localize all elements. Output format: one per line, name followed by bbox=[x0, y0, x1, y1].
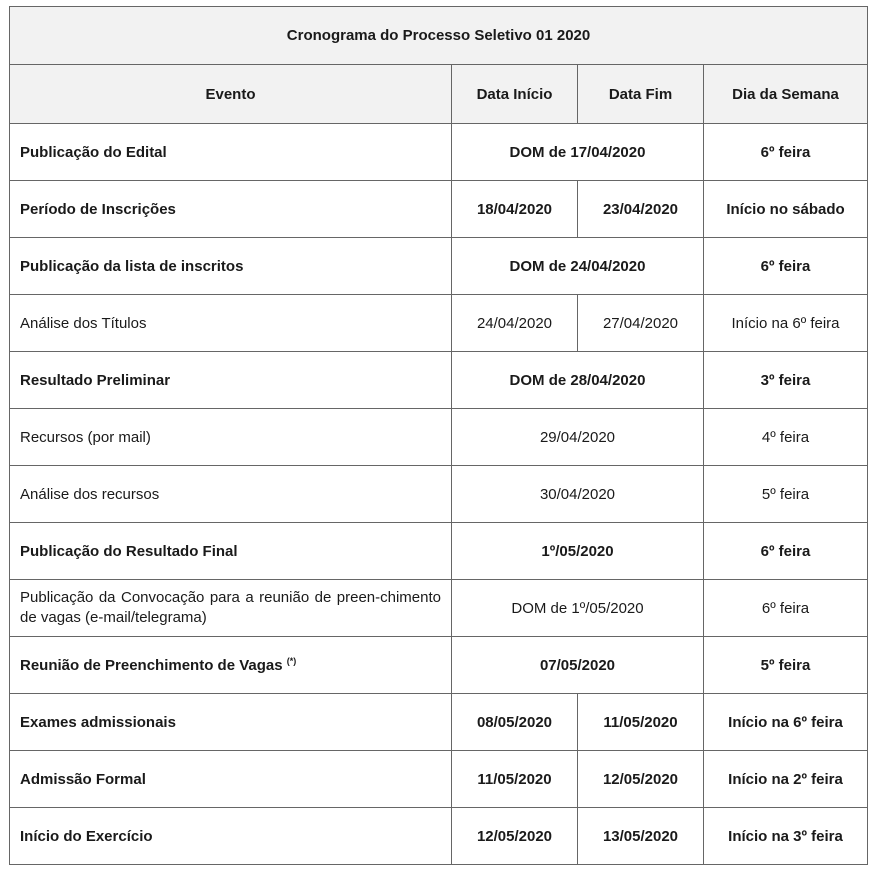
header-evento: Evento bbox=[10, 65, 452, 124]
cell-dia-semana bbox=[704, 352, 868, 409]
cell-evento-text: Recursos (por mail) bbox=[20, 428, 151, 446]
cell-data-text: 07/05/2020 bbox=[539, 656, 616, 674]
cell-evento bbox=[10, 580, 452, 637]
cell-evento-text: Admissão Formal bbox=[20, 770, 146, 788]
table-row bbox=[10, 238, 868, 295]
cell-evento bbox=[10, 466, 452, 523]
header-data-inicio: Data Início bbox=[452, 65, 578, 124]
table-row bbox=[10, 181, 868, 238]
cell-evento bbox=[10, 124, 452, 181]
cell-data-inicio bbox=[452, 181, 578, 238]
cell-dia-semana-text: Início na 6º feira bbox=[731, 314, 840, 332]
cell-dia-semana bbox=[704, 751, 868, 808]
header-data-fim: Data Fim bbox=[578, 65, 704, 124]
cell-dia-semana bbox=[704, 637, 868, 694]
cell-evento bbox=[10, 808, 452, 865]
cell-data bbox=[452, 352, 704, 409]
cell-data-text: 29/04/2020 bbox=[539, 428, 616, 446]
cell-data bbox=[452, 523, 704, 580]
cell-data-fim-text: 13/05/2020 bbox=[602, 827, 679, 845]
cell-evento-text: Publicação da lista de inscritos bbox=[20, 257, 244, 275]
cell-data bbox=[452, 466, 704, 523]
cell-dia-semana bbox=[704, 238, 868, 295]
cell-dia-semana bbox=[704, 181, 868, 238]
table-row bbox=[10, 808, 868, 865]
cell-evento-text: Publicação do Edital bbox=[20, 143, 167, 161]
cell-dia-semana bbox=[704, 808, 868, 865]
table-row bbox=[10, 352, 868, 409]
cell-data-text: DOM de 24/04/2020 bbox=[509, 257, 646, 275]
table-row bbox=[10, 694, 868, 751]
cell-data bbox=[452, 580, 704, 637]
cell-dia-semana-text: 4º feira bbox=[761, 428, 810, 446]
cell-dia-semana-text: 6º feira bbox=[761, 599, 810, 617]
cell-data-fim bbox=[578, 751, 704, 808]
cell-dia-semana-text: 3º feira bbox=[760, 371, 811, 389]
header-dia-semana: Dia da Semana bbox=[704, 65, 868, 124]
cell-dia-semana bbox=[704, 523, 868, 580]
cell-data-inicio bbox=[452, 295, 578, 352]
cell-evento-text: Período de Inscrições bbox=[20, 200, 176, 218]
cell-data-inicio-text: 12/05/2020 bbox=[476, 827, 553, 845]
cell-dia-semana-text: 5º feira bbox=[761, 485, 810, 503]
footnote-marker: (*) bbox=[286, 656, 297, 666]
cell-evento bbox=[10, 295, 452, 352]
cell-data bbox=[452, 124, 704, 181]
cell-data-fim-text: 11/05/2020 bbox=[603, 713, 678, 731]
cell-evento bbox=[10, 238, 452, 295]
cell-evento bbox=[10, 751, 452, 808]
table-row bbox=[10, 466, 868, 523]
schedule-table bbox=[9, 6, 868, 865]
cell-dia-semana bbox=[704, 409, 868, 466]
cell-evento-text: Exames admissionais bbox=[20, 713, 176, 731]
table-title: Cronograma do Processo Seletivo 01 2020 bbox=[10, 7, 868, 65]
table-row bbox=[10, 409, 868, 466]
cell-data-fim bbox=[578, 181, 704, 238]
table-row bbox=[10, 124, 868, 181]
cell-evento-text: Análise dos Títulos bbox=[20, 314, 147, 332]
title-row bbox=[10, 7, 868, 65]
cell-data bbox=[452, 238, 704, 295]
cell-evento bbox=[10, 523, 452, 580]
cell-data-inicio-text: 24/04/2020 bbox=[476, 314, 553, 332]
cell-data-text: DOM de 17/04/2020 bbox=[509, 143, 646, 161]
cell-evento-text: Resultado Preliminar bbox=[20, 371, 171, 389]
table-row bbox=[10, 751, 868, 808]
cell-evento bbox=[10, 694, 452, 751]
cell-evento-text: Reunião de Preenchimento de Vagas bbox=[20, 657, 283, 674]
cell-evento-text: Publicação da Convocação para a reunião de preen-chimento de vagas (e-mail/telegrama) bbox=[20, 589, 441, 626]
cell-dia-semana bbox=[704, 295, 868, 352]
table-row bbox=[10, 523, 868, 580]
cell-data-text: DOM de 1º/05/2020 bbox=[511, 599, 644, 617]
cell-data-fim bbox=[578, 808, 704, 865]
cell-data-inicio bbox=[452, 751, 578, 808]
table-row bbox=[10, 295, 868, 352]
cell-data-inicio-text: 18/04/2020 bbox=[476, 200, 553, 218]
cell-dia-semana-text: Início na 2º feira bbox=[728, 770, 843, 788]
cell-data-fim-text: 23/04/2020 bbox=[602, 200, 679, 218]
cell-evento-text: Início do Exercício bbox=[20, 827, 153, 845]
cell-data bbox=[452, 409, 704, 466]
cell-data-inicio bbox=[452, 808, 578, 865]
cell-dia-semana-text: Início no sábado bbox=[726, 200, 845, 218]
cell-dia-semana bbox=[704, 694, 868, 751]
cell-evento bbox=[10, 409, 452, 466]
cell-evento bbox=[10, 181, 452, 238]
cell-data-text: 30/04/2020 bbox=[539, 485, 616, 503]
cell-data-inicio-text: 11/05/2020 bbox=[477, 770, 552, 788]
cell-dia-semana bbox=[704, 580, 868, 637]
cell-dia-semana-text: 6º feira bbox=[760, 257, 811, 275]
cell-dia-semana-text: Início na 6º feira bbox=[728, 713, 843, 731]
header-row bbox=[10, 65, 868, 124]
cell-data bbox=[452, 637, 704, 694]
table-row bbox=[10, 637, 868, 694]
cell-data-inicio-text: 08/05/2020 bbox=[476, 713, 553, 731]
cell-data-text: 1º/05/2020 bbox=[541, 542, 614, 560]
cell-data-fim-text: 12/05/2020 bbox=[602, 770, 679, 788]
cell-data-fim bbox=[578, 295, 704, 352]
cell-data-inicio bbox=[452, 694, 578, 751]
cell-dia-semana-text: 6º feira bbox=[760, 143, 811, 161]
cell-dia-semana-text: Início na 3º feira bbox=[728, 827, 843, 845]
cell-evento-text: Publicação do Resultado Final bbox=[20, 542, 238, 560]
cell-dia-semana bbox=[704, 466, 868, 523]
cell-evento bbox=[10, 637, 452, 694]
table-row bbox=[10, 580, 868, 637]
cell-evento bbox=[10, 352, 452, 409]
cell-data-fim bbox=[578, 694, 704, 751]
cell-evento-text: Análise dos recursos bbox=[20, 485, 160, 503]
cell-data-fim-text: 27/04/2020 bbox=[602, 314, 679, 332]
cell-dia-semana-text: 6º feira bbox=[760, 542, 811, 560]
cell-data-text: DOM de 28/04/2020 bbox=[509, 371, 646, 389]
cell-dia-semana-text: 5º feira bbox=[760, 656, 811, 674]
cell-dia-semana bbox=[704, 124, 868, 181]
